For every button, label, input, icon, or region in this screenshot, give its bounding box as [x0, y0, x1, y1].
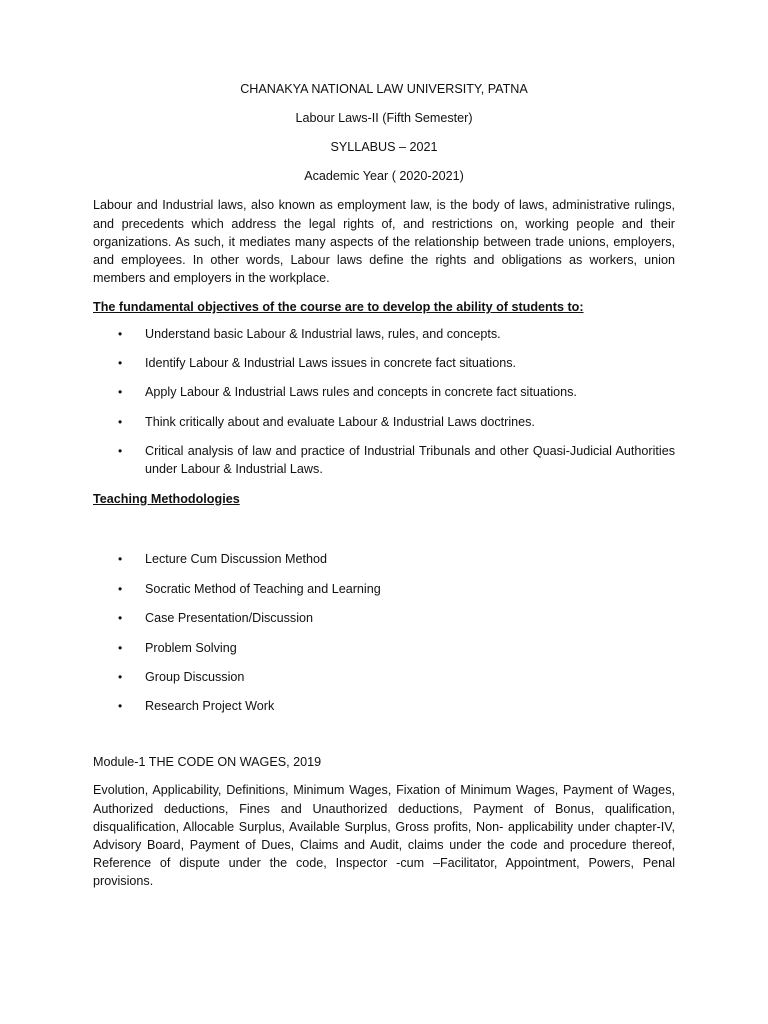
list-item-text: Problem Solving [145, 640, 237, 655]
list-item [93, 639, 675, 657]
list-item-text: Case Presentation/Discussion [145, 611, 313, 626]
list-item [93, 442, 675, 478]
list-item-text: Apply Labour & Industrial Laws rules and concepts in concrete fact situations. [145, 385, 577, 400]
spacer [93, 727, 675, 753]
spacer [93, 516, 675, 550]
bullet-icon: • [118, 699, 123, 714]
intro-paragraph: Labour and Industrial laws, also known as employment law, is the body of laws, administrative rulings, and precedents which address the legal rights of, and restrictions on, working people and their organizations. As such, it mediates many aspects of the relationship between trade unions, employers, and employees. In other words, Labour laws define the rights and obligations as workers, union members and employers in the workplace. [93, 198, 675, 286]
bullet-icon: • [118, 581, 123, 596]
methodologies-heading: Teaching Methodologies [93, 491, 240, 506]
bullet-icon: • [118, 611, 123, 626]
list-item-text: Lecture Cum Discussion Method [145, 552, 327, 567]
list-item [93, 550, 675, 568]
list-item-text: Socratic Method of Teaching and Learning [145, 581, 381, 596]
list-item [93, 325, 675, 343]
module-1-body: Evolution, Applicability, Definitions, Minimum Wages, Fixation of Minimum Wages, Payment of Wages, Authorized deductions, Fines and Unauthorized deductions, Payment of Bonus, qualification, disqualification, Allocable Surplus, Available Surplus, Gross profits, Non- applicability under chapter-IV, Advisory Board, Payment of Dues, Claims and Audit, claims under the code and procedure thereof, Reference of dispute under the code, Inspector -cum –Facilitator, Appointment, Powers, Penal provisions. [93, 783, 675, 889]
list-item [93, 609, 675, 627]
bullet-icon: • [118, 444, 123, 459]
list-item-text: Critical analysis of law and practice of Industrial Tribunals and other Quasi-Judicial Authorities under Labour & Industrial Laws. [145, 444, 675, 477]
list-item [93, 383, 675, 401]
university-title: CHANAKYA NATIONAL LAW UNIVERSITY, PATNA [240, 82, 528, 96]
course-title: Labour Laws-II (Fifth Semester) [295, 110, 473, 125]
list-item-text: Think critically about and evaluate Labour & Industrial Laws doctrines. [145, 414, 535, 429]
bullet-icon: • [118, 326, 123, 341]
bullet-icon: • [118, 552, 123, 567]
list-item-text: Identify Labour & Industrial Laws issues in concrete fact situations. [145, 355, 517, 370]
bullet-icon: • [118, 669, 123, 684]
objectives-list [93, 325, 675, 479]
list-item [93, 668, 675, 686]
document-page [93, 80, 675, 901]
syllabus-title: SYLLABUS – 2021 [330, 139, 438, 154]
bullet-icon: • [118, 355, 123, 370]
list-item-text: Research Project Work [145, 699, 275, 714]
bullet-icon: • [118, 385, 123, 400]
academic-year: Academic Year ( 2020-2021) [304, 169, 464, 184]
list-item-text: Understand basic Labour & Industrial laws, rules, and concepts. [145, 326, 501, 341]
list-item [93, 413, 675, 431]
list-item [93, 354, 675, 372]
list-item [93, 697, 675, 715]
methodologies-list [93, 550, 675, 715]
objectives-heading: The fundamental objectives of the course are to develop the ability of students to: [93, 299, 584, 314]
list-item-text: Group Discussion [145, 669, 245, 684]
bullet-icon: • [118, 414, 123, 429]
bullet-icon: • [118, 640, 123, 655]
module-1-title: Module-1 THE CODE ON WAGES, 2019 [93, 754, 322, 769]
list-item [93, 580, 675, 598]
